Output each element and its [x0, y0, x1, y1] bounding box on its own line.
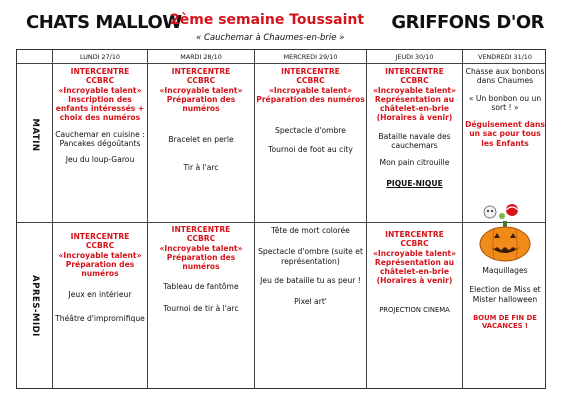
row-label-matin: MATIN: [30, 118, 40, 152]
activity-item: Tir à l'arc: [183, 162, 219, 172]
day-header-lundi: LUNDI 27/10: [80, 53, 120, 61]
right-club-name: GRIFFONS D'OR: [391, 12, 544, 33]
activity-item: Spectacle d'ombre: [275, 126, 346, 135]
activity-item: Théâtre d'imprornifique: [55, 313, 145, 323]
page-subtitle: « Cauchemar à Chaumes-en-brie »: [196, 33, 345, 43]
grid-divider: [17, 63, 545, 64]
activity-item: « Un bonbon ou un sort ! »: [468, 93, 542, 112]
activity-detail: Préparation des numéros: [65, 259, 135, 278]
grid-divider: [254, 50, 255, 388]
activity-item: Pixel art': [294, 297, 327, 306]
activity-detail: Représentation au châtelet-en-brie: [374, 94, 455, 113]
halloween-pumpkin-icon: [474, 202, 536, 264]
activity-cinema: PROJECTION CINEMA: [379, 305, 450, 314]
activity-item: Tableau de fantôme: [163, 282, 239, 292]
grid-divider: [462, 50, 463, 388]
cell-matin-mardi: [149, 67, 253, 172]
activity-detail: Inscription des enfants intéressés + choix des numéros: [55, 94, 145, 123]
activity-item: Mon pain citrouille: [379, 158, 450, 167]
activity-item: Bataille navale des cauchemars: [378, 131, 451, 150]
activity-event: «Incroyable talent»: [269, 85, 352, 95]
activity-hours: (Horaires à venir): [376, 113, 453, 123]
cell-matin-vendredi: [464, 67, 546, 148]
activity-item: Jeu de bataille tu as peur !: [260, 275, 361, 285]
schedule-table: [16, 49, 546, 389]
cell-apresmidi-lundi: [54, 232, 146, 323]
activity-intercentre: INTERCENTRE: [385, 67, 444, 76]
activity-boum: BOUM DE FIN DE VACANCES !: [473, 313, 537, 331]
cell-matin-jeudi: [368, 67, 461, 189]
activity-detail: Représentation au châtelet-en-brie: [374, 257, 455, 276]
cell-apresmidi-mercredi: [256, 226, 365, 306]
activity-org: CCBRC: [186, 76, 216, 86]
activity-org: CCBRC: [296, 76, 325, 86]
picnic-label: PIQUE-NIQUE: [386, 179, 443, 189]
cell-apresmidi-jeudi: [368, 230, 461, 314]
activity-item: Tournoi de tir à l'arc: [163, 303, 239, 313]
activity-intercentre: INTERCENTRE: [281, 67, 340, 76]
activity-item: Spectacle d'ombre (suite et représentation): [258, 247, 363, 266]
activity-event: «Incroyable talent»: [159, 85, 243, 95]
cell-matin-lundi: [54, 67, 146, 164]
activity-item: Tête de mort colorée: [271, 226, 350, 235]
activity-intercentre: INTERCENTRE: [171, 67, 231, 76]
row-label-apres-midi: APRES-MIDI: [30, 275, 40, 337]
activity-detail: Préparation des numéros: [166, 252, 236, 271]
day-header-mardi: MARDI 28/10: [180, 53, 222, 61]
activity-org: CCBRC: [400, 239, 429, 249]
left-club-name: CHATS MALLOW: [26, 12, 182, 33]
activity-org: CCBRC: [85, 241, 115, 251]
page-header: [0, 0, 566, 48]
activity-detail: Préparation des numéros: [256, 94, 365, 104]
activity-intercentre: INTERCENTRE: [171, 225, 231, 234]
activity-event: «Incroyable talent»: [373, 248, 456, 258]
activity-item: Jeux en intérieur: [68, 290, 132, 300]
activity-detail: Préparation des numéros: [166, 94, 236, 113]
day-header-vendredi: VENDREDI 31/10: [478, 53, 532, 61]
day-header-mercredi: MERCREDI 29/10: [283, 53, 338, 61]
activity-item: Election de Miss et Mister halloween: [469, 285, 541, 304]
cell-matin-mercredi: [256, 67, 365, 155]
activity-item: Maquillages: [482, 266, 528, 275]
activity-org: CCBRC: [400, 76, 429, 86]
day-header-jeudi: JEUDI 30/10: [395, 53, 434, 61]
grid-divider: [147, 50, 148, 388]
cell-apresmidi-vendredi: [464, 202, 546, 330]
activity-event: «Incroyable talent»: [159, 243, 243, 253]
grid-divider: [52, 50, 53, 388]
activity-item: Tournoi de foot au city: [268, 145, 353, 155]
activity-event: «Incroyable talent»: [58, 85, 142, 95]
activity-item: Chasse aux bonbons dans Chaumes: [465, 67, 545, 86]
page-title: 2ème semaine Toussaint: [170, 12, 365, 28]
activity-org: CCBRC: [186, 234, 216, 244]
activity-event: «Incroyable talent»: [373, 85, 456, 95]
activity-event: «Incroyable talent»: [58, 250, 142, 260]
activity-item: Cauchemar en cuisine : Pancakes dégoûtants: [55, 129, 145, 148]
activity-intercentre: INTERCENTRE: [70, 67, 130, 76]
activity-costume: Déguisement dans un sac pour tous les Enfants: [465, 120, 545, 148]
activity-item: Jeu du loup-Garou: [65, 155, 135, 164]
activity-intercentre: INTERCENTRE: [70, 232, 130, 241]
activity-org: CCBRC: [85, 76, 115, 86]
cell-apresmidi-mardi: [149, 225, 253, 313]
activity-intercentre: INTERCENTRE: [385, 230, 444, 239]
grid-divider: [366, 50, 367, 388]
activity-item: Bracelet en perle: [168, 135, 234, 145]
activity-hours: (Horaires à venir): [376, 276, 453, 286]
